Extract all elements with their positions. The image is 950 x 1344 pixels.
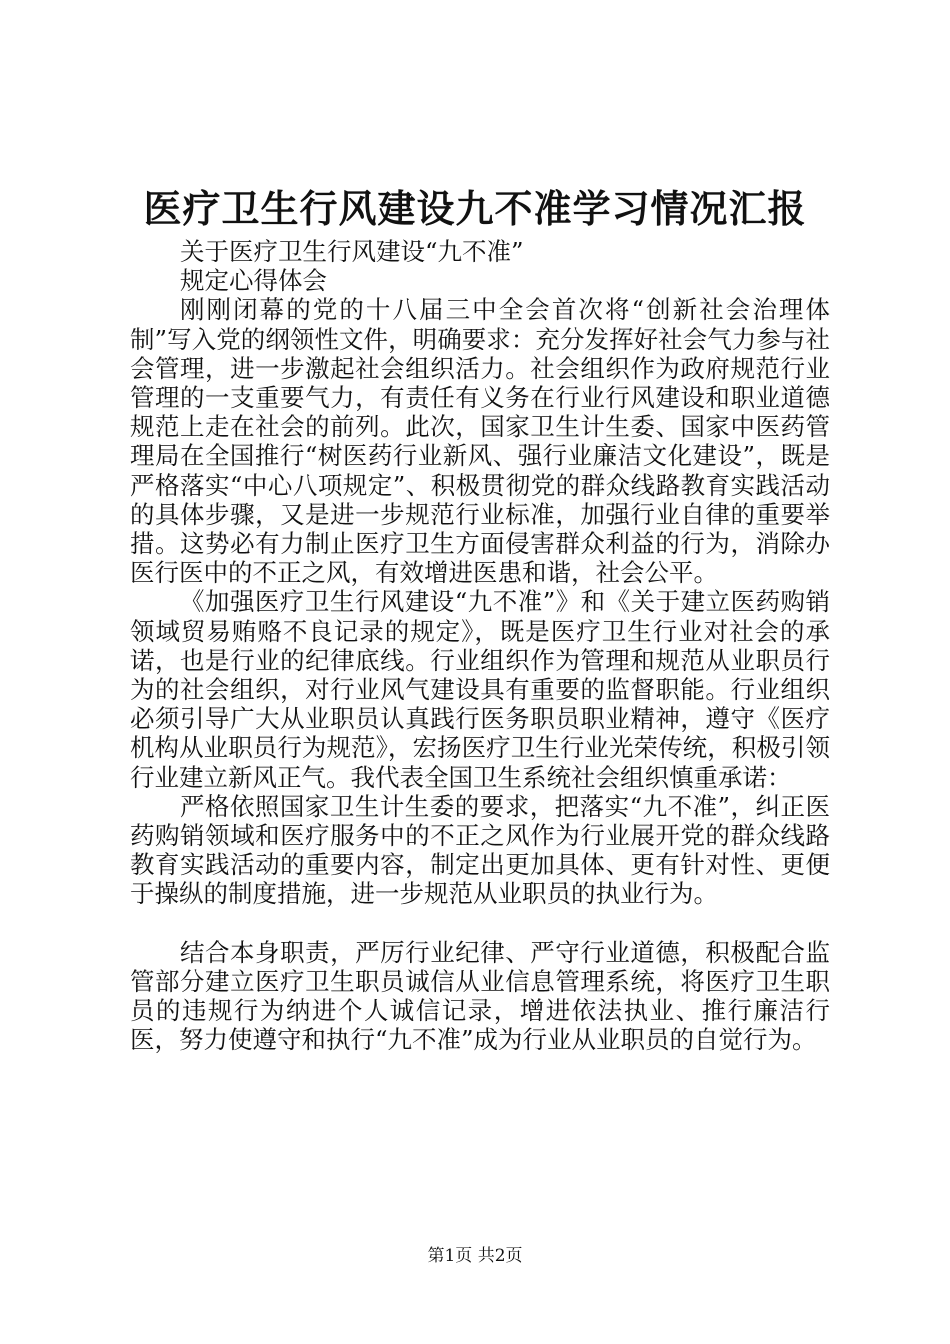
paragraph-spacer: [130, 909, 830, 938]
document-title: 医疗卫生行风建设九不准学习情况汇报: [143, 186, 807, 231]
subtitle-line-1: 关于医疗卫生行风建设“九不准”: [180, 237, 524, 266]
paragraph-1: 刚刚闭幕的党的十八届三中全会首次将“创新社会治理体制”写入党的纲领性文件，明确要求：充分发挥好社会气力参与社会管理，进一步激起社会组织活力。社会组织作为政府规范行业管理的一支重要气力，有责任有义务在行业行风建设和职业道德规范上走在社会的前列。此次，国家卫生计生委、国家中医药管理局在全国推行“树医药行业新风、强行业廉洁文化建设”，既是严格落实“中心八项规定”、积极贯彻党的群众线路教育实践活动的具体步骤，又是进一步规范行业标准，加强行业自律的重要举措。这势必有力制止医疗卫生方面侵害群众利益的行为，消除办医行医中的不正之风，有效增进医患和谐，社会公平。: [130, 295, 830, 588]
paragraph-3: 严格依照国家卫生计生委的要求，把落实“九不准”，纠正医药购销领域和医疗服务中的不正之风作为行业展开党的群众线路教育实践活动的重要内容，制定出更加具体、更有针对性、更便于操纵的制度措施，进一步规范从业职员的执业行为。: [130, 791, 830, 909]
paragraph-2: 《加强医疗卫生行风建设“九不准”》和《关于建立医药购销领域贸易贿赂不良记录的规定》，既是医疗卫生行业对社会的承诺，也是行业的纪律底线。行业组织作为管理和规范从业职员行为的社会组织，对行业风气建设具有重要的监督职能。行业组织必须引导广大从业职员认真践行医务职员职业精神，遵守《医疗机构从业职员行为规范》，宏扬医疗卫生行业光荣传统，积极引领行业建立新风正气。我代表全国卫生系统社会组织慎重承诺：: [130, 587, 830, 792]
subtitle-line-2: 规定心得体会: [180, 266, 327, 296]
paragraph-4: 结合本身职责，严厉行业纪律、严守行业道德，积极配合监管部分建立医疗卫生职员诚信从业信息管理系统，将医疗卫生职员的违规行为纳进个人诚信记录，增进依法执业、推行廉洁行医，努力使遵守和执行“九不准”成为行业从业职员的自觉行为。: [130, 937, 830, 1055]
page-number: 第1页 共2页: [427, 1246, 523, 1266]
document-body: [130, 237, 830, 1054]
